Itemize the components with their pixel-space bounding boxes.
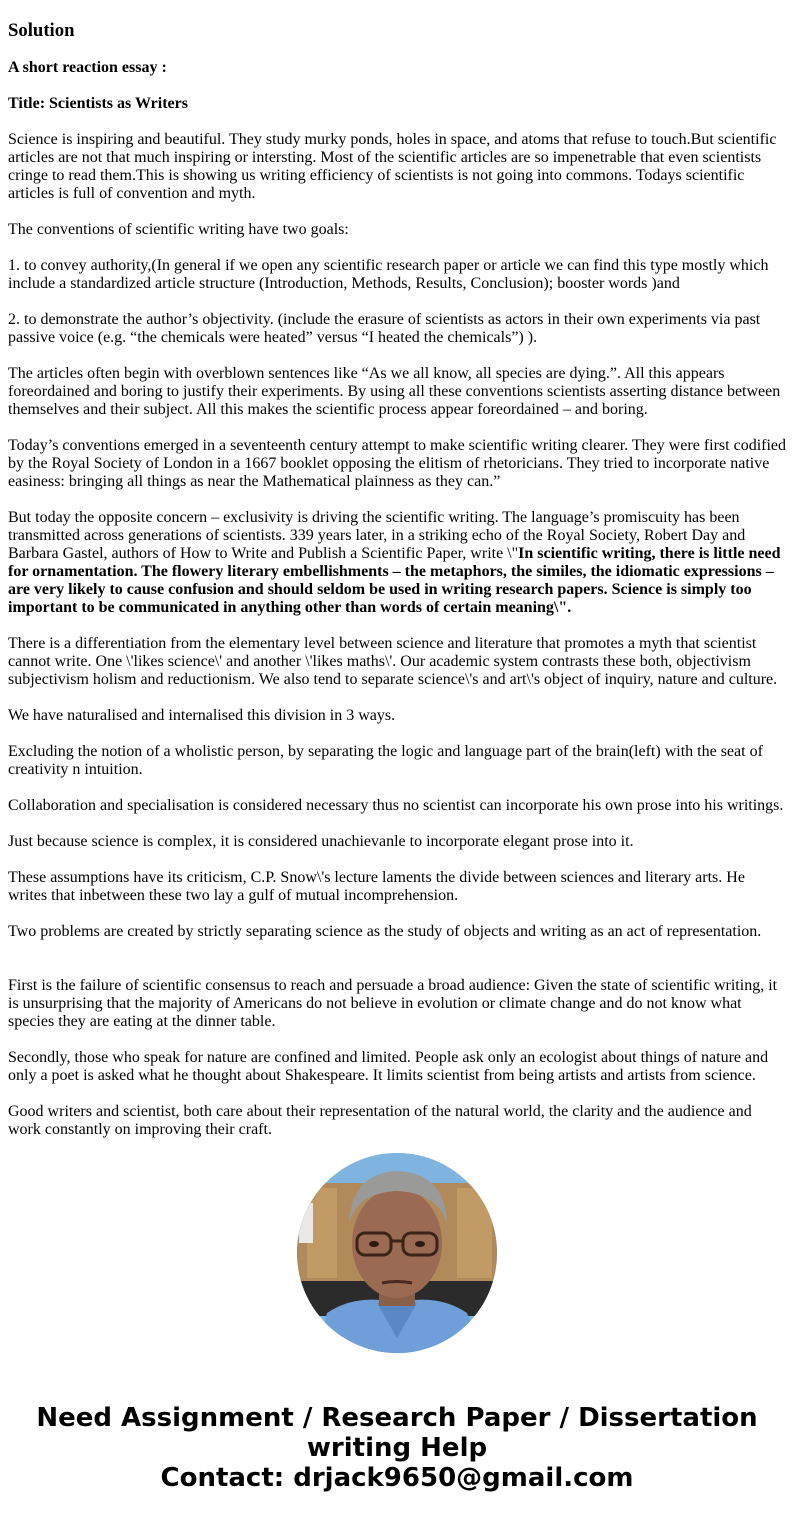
paragraph-overblown-sentences: The articles often begin with overblown sentences like “As we all know, all species are dying.”. All this appears foreordained and boring to justify their experiments. By using all these conventions scientists asserting distance between themselves and their subject. All this makes the scientific process appear foreordained – and boring. xyxy=(8,365,781,418)
paragraph-problem-1: First is the failure of scientific consensus to reach and persuade a broad audience: Given the state of scientific writing, it is unsurprising that the majority of Americans do not believe in evolution or climate change and do not know what species they are eating at the dinner table. xyxy=(8,977,778,1030)
paragraph-conventions-goals: The conventions of scientific writing have two goals: xyxy=(8,221,349,238)
essay-title: Title: Scientists as Writers xyxy=(8,95,188,112)
author-avatar xyxy=(297,1153,497,1353)
paragraph-problem-2: Secondly, those who speak for nature are confined and limited. People ask only an ecologist about things of nature and only a poet is asked what he thought about Shakespeare. It limits scientist from being artists and artists from science. xyxy=(8,1049,769,1084)
paragraph-way-2: Collaboration and specialisation is considered necessary thus no scientist can incorporate his own prose into his writings. xyxy=(8,797,784,814)
paragraph-goal-1: 1. to convey authority,(In general if we open any scientific research paper or article we can find this type mostly which include a standardized article structure (Introduction, Methods, Results, Conclusion); booster words )and xyxy=(8,257,769,292)
solution-heading: Solution xyxy=(8,20,75,41)
contact-email: Contact: drjack9650@gmail.com xyxy=(160,1463,634,1493)
paragraph-exclusivity xyxy=(8,509,786,617)
paragraph-cp-snow: These assumptions have its criticism, C.P. Snow\'s lecture laments the divide between sciences and literary arts. He writes that inbetween these two lay a gulf of mutual incomprehension. xyxy=(8,869,745,904)
paragraph-goal-2: 2. to demonstrate the author’s objectivity. (include the erasure of scientists as actors in their own experiments via past passive voice (e.g. “the chemicals were heated” versus “I heated the chemicals”) ). xyxy=(8,311,761,346)
paragraph-intro: Science is inspiring and beautiful. They study murky ponds, holes in space, and atoms that refuse to touch.But scientific articles are not that much inspiring or intersting. Most of the scientific articles are so impenetrable that even scientists cringe to read them.This is showing us writing efficiency of scientists is not going into commons. Todays scientific articles is full of convention and myth. xyxy=(8,131,777,202)
contact-banner xyxy=(0,1403,794,1493)
exclusivity-text: But today the opposite concern – exclusivity is driving the scientific writing. The language’s promiscuity has been transmitted across generations of scientists. 339 years later, in a striking echo of the Royal Society, Robert Day and Barbara Gastel, authors of How to Write and Publish a Scientific Paper, write \" xyxy=(8,509,746,562)
paragraph-conclusion: Good writers and scientist, both care about their representation of the natural world, the clarity and the audience and work constantly on improving their craft. xyxy=(8,1103,752,1138)
author-portrait-icon xyxy=(297,1153,497,1353)
contact-banner-line-2: writing Help xyxy=(306,1433,488,1463)
paragraph-two-problems: Two problems are created by strictly separating science as the study of objects and writing as an act of representation. xyxy=(8,923,762,940)
blank-line xyxy=(8,959,786,977)
paragraph-way-1: Excluding the notion of a wholistic person, by separating the logic and language part of the brain(left) with the seat of creativity n intuition. xyxy=(8,743,763,778)
paragraph-differentiation: There is a differentiation from the elementary level between science and literature that promotes a myth that scientist cannot write. One \'likes science\' and another \'likes maths\'. Our academic system contrasts these both, objectivism subjectivism holism and reductionism. We also tend to separate science\'s and art\'s object of inquiry, nature and culture. xyxy=(8,635,778,688)
paragraph-three-ways: We have naturalised and internalised this division in 3 ways. xyxy=(8,707,396,724)
contact-banner-line-1: Need Assignment / Research Paper / Dissertation xyxy=(36,1403,758,1433)
paragraph-way-3: Just because science is complex, it is considered unachievanle to incorporate elegant prose into it. xyxy=(8,833,634,850)
essay-subheading: A short reaction essay : xyxy=(8,59,167,76)
paragraph-royal-society: Today’s conventions emerged in a seventeenth century attempt to make scientific writing clearer. They were first codified by the Royal Society of London in a 1667 booklet opposing the elitism of rhetoricians. They tried to incorporate native easiness: bringing all things as near the Mathematical plainness as they can.” xyxy=(8,437,787,490)
day-gastel-quote: In scientific writing, there is little need for ornamentation. The flowery literary embellishments – the metaphors, the similes, the idiomatic expressions – are very likely to cause confusion and should seldom be used in writing research papers. Science is simply too important to be communicated in anything other than words of certain meaning\". xyxy=(8,545,781,616)
